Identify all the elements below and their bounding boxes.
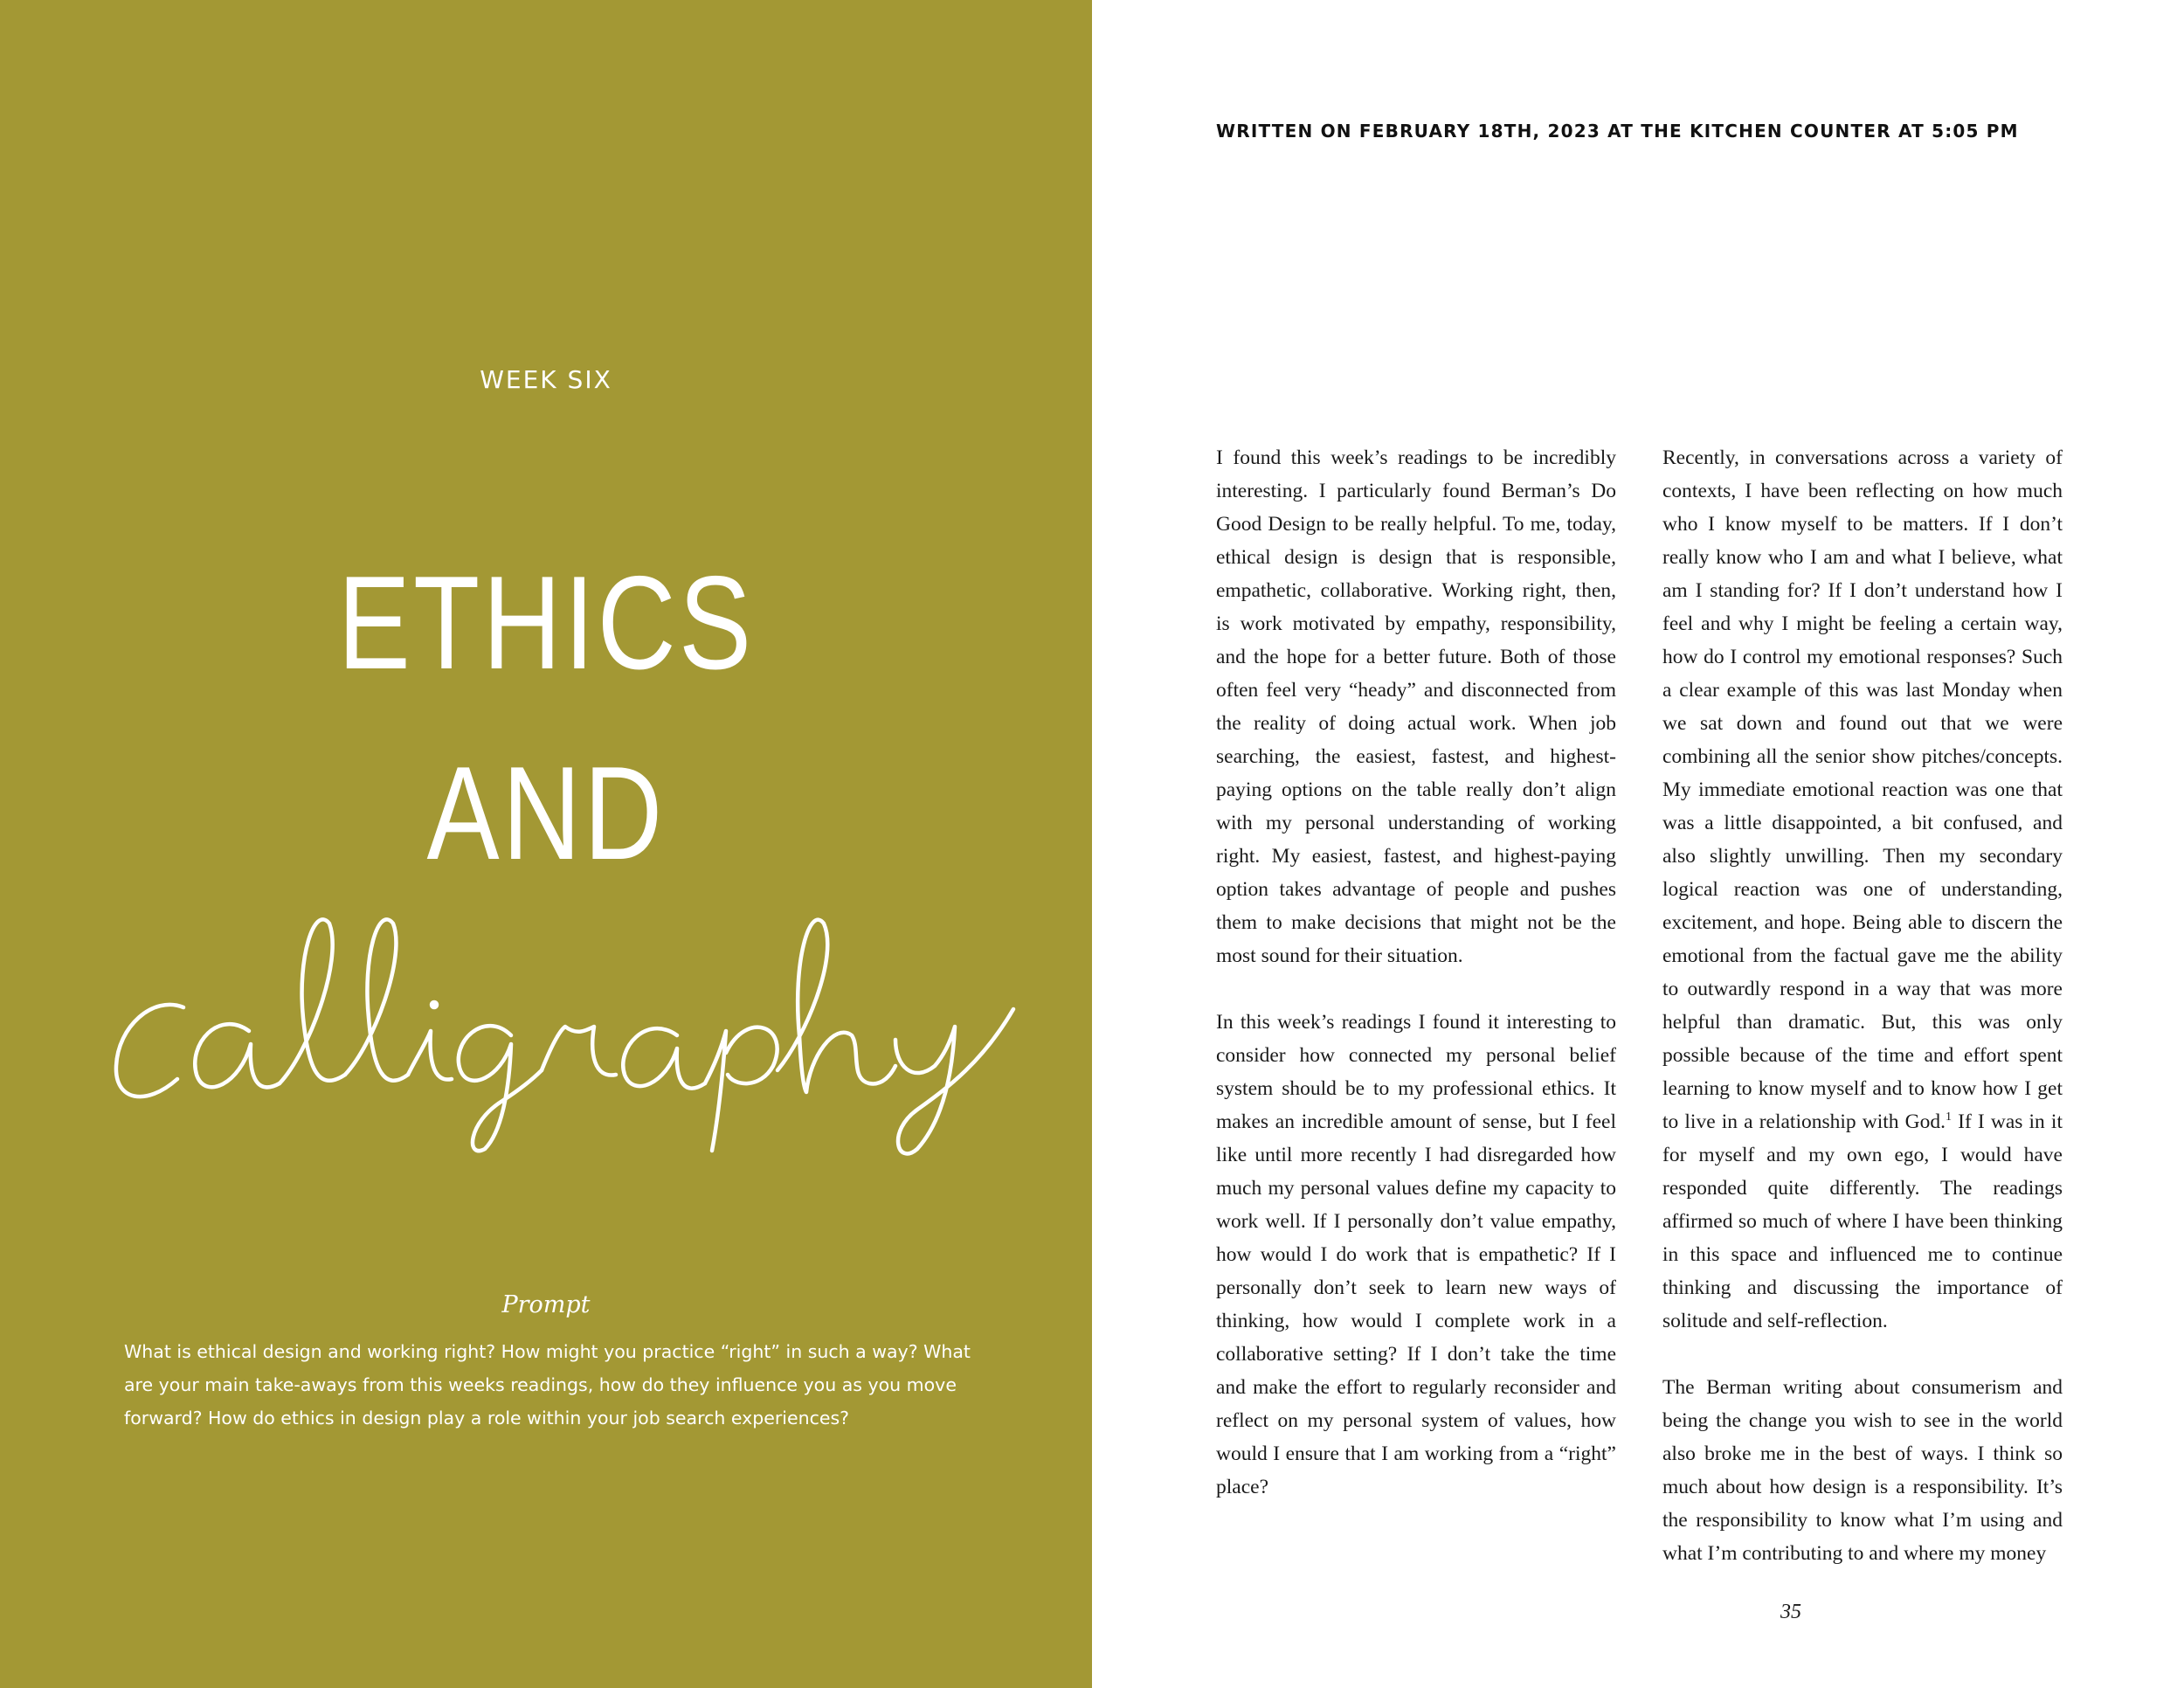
title-line-and: AND — [426, 739, 666, 888]
body-column-left — [1216, 441, 1616, 1504]
prompt-heading: Prompt — [501, 1291, 591, 1318]
body-paragraph: I found this week’s readings to be incredibly interesting. I particularly found Berman’s Do Good Design to be really helpful. To me, today, ethical design is design that is responsible, empathetic, collaborative. Working right, then, is work motivated by empathy, responsibility, and the hope for a better future. Both of those often feel very “heady” and disconnected from the reality of doing actual work. When job searching, the easiest, fastest, and highest-paying options on the table really don’t align with my personal understanding of working right. My easiest, fastest, and highest-paying option takes advantage of people and pushes them to make decisions that might not be the most sound for their situation. — [1216, 446, 1616, 967]
prompt-text: What is ethical design and working right? How might you practice “right” in such a way? What are your main take-aways from this weeks readings, how do they influence you as you move forward? How do ethics in design play a role within your job search experiences? — [124, 1341, 971, 1429]
journal-dateline: WRITTEN ON FEBRUARY 18TH, 2023 AT THE KITCHEN COUNTER AT 5:05 PM — [1216, 121, 2019, 142]
calligraphy-lettering-graphic — [100, 904, 1026, 1158]
week-label: WEEK SIX — [480, 365, 612, 394]
title-line-ethics: ETHICS — [337, 549, 755, 697]
calligraphy-script-word — [100, 904, 1026, 1158]
body-text-segment: If I was in it for myself and my own ego, I would have responded quite differently. The readings affirmed so much of where I have been thinking in this space and influenced me to continue thinking and discussing the importance of solitude and self-reflection. — [1662, 1110, 2063, 1332]
body-paragraph — [1662, 441, 2063, 1338]
body-paragraph: The Berman writing about consumerism and being the change you wish to see in the world also broke me in the best of ways. I think so much about how design is a responsibility. It’s the responsibility to know what I’m using and what I’m contributing to and where my money — [1662, 1376, 2063, 1565]
body-paragraph: In this week’s readings I found it interesting to consider how connected my personal belief system should be to my professional ethics. It makes an incredible amount of sense, but I feel like until more recently I had disregarded how much my personal values define my capacity to work well. If I personally don’t value empathy, how would I do work that is empathetic? If I personally don’t seek to learn new ways of thinking, how would I complete work in a collaborative setting? If I don’t take the time and make the effort to regularly reconsider and reflect on my personal system of values, how would I ensure that I am working from a “right” place? — [1216, 1011, 1616, 1498]
body-text-segment: Recently, in conversations across a variety of contexts, I have been reflecting on how much who I know myself to be matters. If I don’t really know who I am and what I believe, what am I standing for? If I don’t understand how I feel and why I might be feeling a certain way, how do I control my emotional responses? Such a clear example of this was last Monday when we sat down and found out that we were combining all the senior show pitches/concepts. My immediate emotional reaction was one that was a little disappointed, a bit confused, and also slightly unwilling. Then my secondary logical reaction was one of understanding, excitement, and hope. Being able to discern the emotional from the factual gave me the ability to outwardly respond in a way that was more helpful than dramatic. But, this was only possible because of the time and effort spent learning to know myself and to know how I get to live in a relationship with God. — [1662, 446, 2063, 1133]
page-number: 35 — [1780, 1601, 1801, 1623]
body-column-right — [1662, 441, 2063, 1570]
footnote-marker: 1 — [1946, 1110, 1952, 1124]
right-page-panel — [1092, 0, 2184, 1688]
